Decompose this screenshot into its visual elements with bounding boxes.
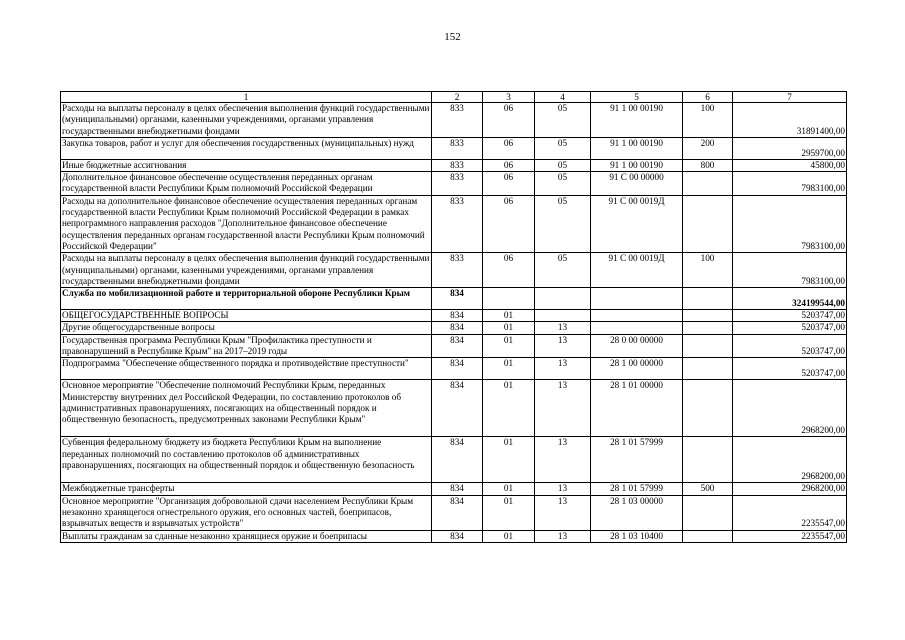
row-amount: 45800,00 xyxy=(733,159,847,171)
row-amount: 2235547,00 xyxy=(733,495,847,530)
row-description: Расходы на выплаты персоналу в целях обеспечения выполнения функций государственными (муниципальными) органами, казенными учреждениями, органами управления государственными внебюджетными фондами xyxy=(61,253,432,288)
code-ministry: 834 xyxy=(432,483,483,495)
column-header: 5 xyxy=(591,92,683,103)
table-row xyxy=(61,437,847,483)
code-subsection: 13 xyxy=(535,322,591,334)
row-amount: 324199544,00 xyxy=(733,288,847,310)
row-amount: 5203747,00 xyxy=(733,310,847,322)
code-expense-type: 500 xyxy=(683,483,733,495)
code-subsection: 05 xyxy=(535,253,591,288)
code-subsection: 13 xyxy=(535,483,591,495)
column-header: 7 xyxy=(733,92,847,103)
code-target-article xyxy=(591,310,683,322)
code-ministry: 834 xyxy=(432,495,483,530)
table-row xyxy=(61,172,847,196)
code-subsection: 13 xyxy=(535,530,591,542)
code-ministry: 833 xyxy=(432,172,483,196)
row-description: Субвенция федеральному бюджету из бюджета Республики Крым на выполнение переданных полномочий по составлению протоколов об административных правонарушениях, посягающих на общественный порядок и общественную безопасность xyxy=(61,437,432,483)
code-section: 01 xyxy=(483,380,535,437)
row-description: ОБЩЕГОСУДАРСТВЕННЫЕ ВОПРОСЫ xyxy=(61,310,432,322)
table-row xyxy=(61,103,847,138)
code-target-article: 91 1 00 00190 xyxy=(591,159,683,171)
row-amount: 7983100,00 xyxy=(733,172,847,196)
code-ministry: 834 xyxy=(432,380,483,437)
code-target-article: 28 1 03 00000 xyxy=(591,495,683,530)
code-section: 06 xyxy=(483,172,535,196)
code-expense-type xyxy=(683,380,733,437)
code-expense-type xyxy=(683,358,733,380)
table-row xyxy=(61,358,847,380)
code-target-article: 91 С 00 00000 xyxy=(591,172,683,196)
code-expense-type xyxy=(683,495,733,530)
table-row xyxy=(61,288,847,310)
code-target-article: 28 1 00 00000 xyxy=(591,358,683,380)
row-description: Основное мероприятие "Обеспечение полномочий Республики Крым, переданных Министерству внутренних дел Российской Федерации, по составлению протоколов об административных правонарушениях, посягающих на общественный порядок и общественную безопасность, предусмотренных законами Республики Крым" xyxy=(61,380,432,437)
code-subsection: 05 xyxy=(535,195,591,252)
page-number: 152 xyxy=(444,31,461,43)
column-header: 1 xyxy=(61,92,432,103)
code-ministry: 834 xyxy=(432,334,483,358)
code-section: 01 xyxy=(483,310,535,322)
row-amount: 7983100,00 xyxy=(733,195,847,252)
code-ministry: 834 xyxy=(432,530,483,542)
row-description: Закупка товаров, работ и услуг для обеспечения государственных (муниципальных) нужд xyxy=(61,137,432,159)
code-target-article: 28 1 01 00000 xyxy=(591,380,683,437)
table-row xyxy=(61,310,847,322)
code-ministry: 833 xyxy=(432,137,483,159)
row-description: Иные бюджетные ассигнования xyxy=(61,159,432,171)
code-subsection: 05 xyxy=(535,103,591,138)
code-target-article: 91 С 00 0019Д xyxy=(591,195,683,252)
code-expense-type xyxy=(683,437,733,483)
row-amount: 7983100,00 xyxy=(733,253,847,288)
code-ministry: 834 xyxy=(432,358,483,380)
code-expense-type xyxy=(683,530,733,542)
row-amount: 2235547,00 xyxy=(733,530,847,542)
row-amount: 5203747,00 xyxy=(733,322,847,334)
code-expense-type: 100 xyxy=(683,103,733,138)
row-description: Другие общегосударственные вопросы xyxy=(61,322,432,334)
code-expense-type xyxy=(683,195,733,252)
code-section: 06 xyxy=(483,103,535,138)
row-amount: 2968200,00 xyxy=(733,437,847,483)
code-ministry: 834 xyxy=(432,437,483,483)
table-row xyxy=(61,380,847,437)
column-header: 4 xyxy=(535,92,591,103)
row-description: Государственная программа Республики Крым "Профилактика преступности и правонарушений в Республике Крым" на 2017–2019 годы xyxy=(61,334,432,358)
code-ministry: 833 xyxy=(432,253,483,288)
code-target-article: 28 0 00 00000 xyxy=(591,334,683,358)
row-amount: 2968200,00 xyxy=(733,483,847,495)
code-target-article: 28 1 01 57999 xyxy=(591,483,683,495)
row-amount: 5203747,00 xyxy=(733,334,847,358)
code-target-article: 28 1 03 10400 xyxy=(591,530,683,542)
code-ministry: 833 xyxy=(432,159,483,171)
table-row xyxy=(61,530,847,542)
row-description: Основное мероприятие "Организация добровольной сдачи населением Республики Крым незаконно хранящегося огнестрельного оружия, его основных частей, боеприпасов, взрывчатых веществ и взрывчатых устройств" xyxy=(61,495,432,530)
code-section: 01 xyxy=(483,334,535,358)
code-expense-type xyxy=(683,322,733,334)
row-description: Расходы на выплаты персоналу в целях обеспечения выполнения функций государственными (муниципальными) органами, казенными учреждениями, органами управления государственными внебюджетными фондами xyxy=(61,103,432,138)
table-body xyxy=(61,103,847,543)
table-row xyxy=(61,322,847,334)
table-row xyxy=(61,495,847,530)
row-description: Расходы на дополнительное финансовое обеспечение осуществления переданных органам государственной власти Республики Крым полномочий Российской Федерации в рамках непрограммного направления расходов "Дополнительное финансовое обеспечение осуществления переданных органам государственной власти Республики Крым полномочий Российской Федерации" xyxy=(61,195,432,252)
table-row xyxy=(61,334,847,358)
code-subsection xyxy=(535,310,591,322)
code-expense-type xyxy=(683,172,733,196)
table-row xyxy=(61,483,847,495)
header-row xyxy=(61,92,847,103)
code-section: 01 xyxy=(483,358,535,380)
code-subsection: 05 xyxy=(535,137,591,159)
code-ministry: 834 xyxy=(432,288,483,310)
code-ministry: 833 xyxy=(432,195,483,252)
code-target-article: 91 1 00 00190 xyxy=(591,103,683,138)
row-amount: 5203747,00 xyxy=(733,358,847,380)
code-section: 06 xyxy=(483,195,535,252)
code-expense-type xyxy=(683,288,733,310)
code-subsection xyxy=(535,288,591,310)
code-ministry: 834 xyxy=(432,322,483,334)
code-subsection: 05 xyxy=(535,159,591,171)
code-ministry: 834 xyxy=(432,310,483,322)
code-ministry: 833 xyxy=(432,103,483,138)
row-description: Подпрограмма "Обеспечение общественного порядка и противодействие преступности" xyxy=(61,358,432,380)
budget-table xyxy=(60,91,847,543)
table-row xyxy=(61,159,847,171)
row-description: Дополнительное финансовое обеспечение осуществления переданных органам государственной власти Республики Крым полномочий Российской Федерации xyxy=(61,172,432,196)
code-subsection: 05 xyxy=(535,172,591,196)
row-description: Межбюджетные трансферты xyxy=(61,483,432,495)
code-expense-type: 100 xyxy=(683,253,733,288)
code-section xyxy=(483,288,535,310)
column-header: 3 xyxy=(483,92,535,103)
row-description: Служба по мобилизационной работе и территориальной обороне Республики Крым xyxy=(61,288,432,310)
code-target-article: 91 С 00 0019Д xyxy=(591,253,683,288)
code-subsection: 13 xyxy=(535,495,591,530)
code-section: 06 xyxy=(483,253,535,288)
code-section: 01 xyxy=(483,495,535,530)
code-section: 06 xyxy=(483,159,535,171)
row-amount: 31891400,00 xyxy=(733,103,847,138)
column-header: 6 xyxy=(683,92,733,103)
code-section: 01 xyxy=(483,530,535,542)
code-expense-type xyxy=(683,334,733,358)
table-row xyxy=(61,253,847,288)
table-row xyxy=(61,137,847,159)
code-subsection: 13 xyxy=(535,437,591,483)
table-row xyxy=(61,195,847,252)
code-target-article: 91 1 00 00190 xyxy=(591,137,683,159)
code-expense-type xyxy=(683,310,733,322)
code-section: 06 xyxy=(483,137,535,159)
code-section: 01 xyxy=(483,483,535,495)
column-header: 2 xyxy=(432,92,483,103)
code-expense-type: 200 xyxy=(683,137,733,159)
row-amount: 2968200,00 xyxy=(733,380,847,437)
code-subsection: 13 xyxy=(535,380,591,437)
code-subsection: 13 xyxy=(535,358,591,380)
row-amount: 2959700,00 xyxy=(733,137,847,159)
code-target-article xyxy=(591,288,683,310)
code-subsection: 13 xyxy=(535,334,591,358)
code-expense-type: 800 xyxy=(683,159,733,171)
code-target-article xyxy=(591,322,683,334)
row-description: Выплаты гражданам за сданные незаконно хранящиеся оружие и боеприпасы xyxy=(61,530,432,542)
code-section: 01 xyxy=(483,437,535,483)
code-target-article: 28 1 01 57999 xyxy=(591,437,683,483)
code-section: 01 xyxy=(483,322,535,334)
